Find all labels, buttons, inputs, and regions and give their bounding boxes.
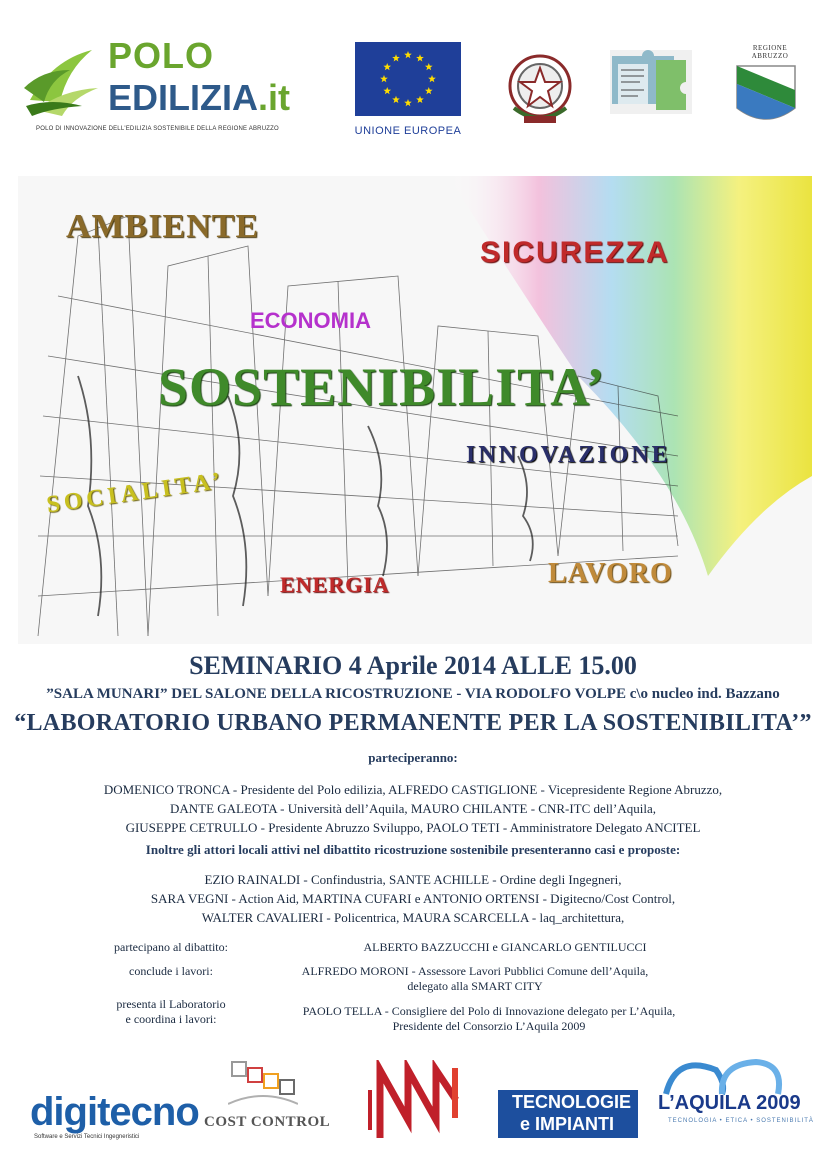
hero-word-innovazione: INNOVAZIONE (466, 442, 671, 468)
present-value-1: PAOLO TELLA - Consigliere del Polo di Innovazione delegato per L’Aquila, (302, 1004, 676, 1018)
polo-logo-edilizia: EDILIZIA (108, 77, 258, 118)
aquila-2009-tagline: TECNOLOGIA • ETICA • SOSTENIBILITÀ (668, 1118, 814, 1124)
eu-star-icon (383, 63, 391, 70)
eu-star-icon (425, 63, 433, 70)
digitecno-logo: digitecno (30, 1090, 199, 1134)
region-label-1: REGIONE (752, 44, 788, 52)
hero-word-energia: ENERGIA (280, 572, 390, 597)
present-value-2: Presidente del Consorzio L’Aquila 2009 (392, 1019, 586, 1033)
region-label-2: ABRUZZO (751, 52, 789, 60)
eu-star-icon (416, 54, 424, 61)
conclude-label: conclude i lavori: (129, 964, 213, 978)
laboratory-title: “LABORATORIO URBANO PERMANENTE PER LA SOSTENIBILITA’” (14, 710, 812, 736)
italian-republic-emblem-icon (502, 46, 578, 130)
local-actors-list (0, 870, 826, 927)
eu-star-icon (425, 87, 433, 94)
hero-word-socialita: SOCIALITA’ (44, 467, 227, 519)
polo-edilizia-logo-icon (22, 40, 102, 120)
competitivita-puzzle-logo-icon (606, 46, 696, 118)
polo-logo-domain: .it (258, 77, 290, 118)
participants-list (0, 780, 826, 837)
polo-logo-line1: POLO (108, 35, 215, 76)
eu-star-icon (428, 75, 436, 82)
polo-logo-line2 (108, 77, 290, 118)
conclude-value-2: delegato alla SMART CITY (407, 979, 543, 993)
conclude-value-1: ALFREDO MORONI - Assessore Lavori Pubblici Comune dell’Aquila, (301, 964, 649, 978)
eu-star-icon (392, 96, 400, 103)
red-m-logo-icon (368, 1060, 464, 1144)
participants-heading: parteciperanno: (368, 750, 458, 765)
local-actor-line: EZIO RAINALDI - Confindustria, SANTE ACHILLE - Ordine degli Ingegneri, (204, 872, 622, 887)
hero-banner (18, 176, 812, 644)
present-label-1: presenta il Laboratorio (116, 997, 226, 1011)
eu-star-icon (380, 75, 388, 82)
venue-line: ”SALA MUNARI” DEL SALONE DELLA RICOSTRUZIONE - VIA RODOLFO VOLPE c\o nucleo ind. Bazzano (46, 686, 780, 702)
hero-word-ambiente: AMBIENTE (66, 208, 260, 245)
present-label-2: e coordina i lavori: (125, 1012, 217, 1026)
eu-flag-icon (355, 42, 461, 116)
aquila-2009-logo: L’AQUILA 2009 (658, 1092, 801, 1114)
local-actor-line: WALTER CAVALIERI - Policentrica, MAURA SCARCELLA - laq_architettura, (201, 910, 625, 925)
polo-subtitle: POLO DI INNOVAZIONE DELL'EDILIZIA SOSTENIBILE DELLA REGIONE ABRUZZO (36, 126, 279, 132)
eu-star-icon (404, 99, 412, 106)
local-actors-heading: Inoltre gli attori locali attivi nel dibattito ricostruzione sostenibile presenteranno casi e proposte: (145, 842, 681, 857)
tecnologie-logo-line1: TECNOLOGIE (512, 1092, 632, 1112)
abruzzo-region-shield-icon (735, 64, 797, 130)
seminar-title: SEMINARIO 4 Aprile 2014 ALLE 15.00 (189, 651, 637, 680)
cost-control-logo-icon (228, 1058, 298, 1108)
eu-star-icon (404, 51, 412, 58)
hero-word-lavoro: LAVORO (548, 558, 673, 589)
hero-word-sostenibilita: SOSTENIBILITA’ (158, 357, 606, 417)
digitecno-tagline: Software e Servizi Tecnici Ingegneristici (34, 1134, 140, 1140)
debate-value: ALBERTO BAZZUCCHI e GIANCARLO GENTILUCCI (363, 940, 647, 954)
eu-star-icon (416, 96, 424, 103)
participant-line: DOMENICO TRONCA - Presidente del Polo edilizia, ALFREDO CASTIGLIONE - Vicepresidente Regione Abruzzo, (103, 782, 723, 797)
hero-word-sicurezza: SICUREZZA (480, 236, 670, 269)
eu-label: UNIONE EUROPEA (354, 125, 462, 137)
debate-label: partecipano al dibattito: (114, 940, 228, 954)
participant-line: DANTE GALEOTA - Università dell’Aquila, MAURO CHILANTE - CNR-ITC dell’Aquila, (169, 801, 656, 816)
eu-star-icon (383, 87, 391, 94)
hero-word-economia: ECONOMIA (250, 308, 371, 333)
local-actor-line: SARA VEGNI - Action Aid, MARTINA CUFARI e ANTONIO ORTENSI - Digitecno/Cost Control, (150, 891, 676, 906)
cost-control-logo: COST CONTROL (204, 1114, 331, 1130)
region-label (740, 44, 800, 60)
tecnologie-logo-line2: e IMPIANTI (520, 1114, 615, 1134)
eu-star-icon (392, 54, 400, 61)
participant-line: GIUSEPPE CETRULLO - Presidente Abruzzo Sviluppo, PAOLO TETI - Amministratore Delegato ANCITEL (125, 820, 701, 835)
